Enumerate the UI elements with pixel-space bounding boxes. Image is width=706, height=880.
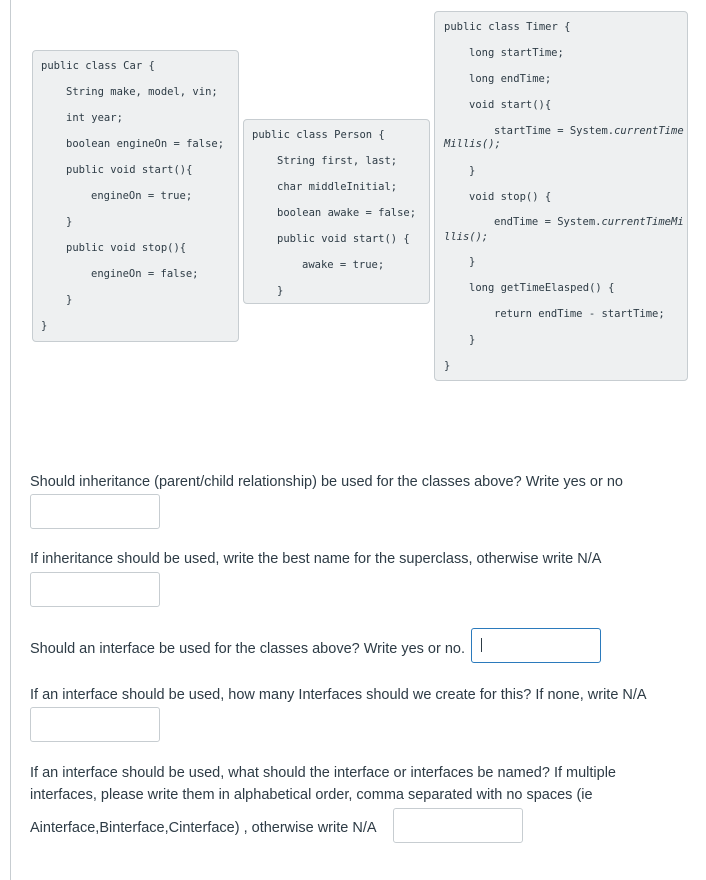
code-line: awake = true;: [302, 259, 385, 271]
code-line: }: [277, 285, 284, 297]
code-token: currentTime: [614, 125, 684, 137]
code-line: engineOn = true;: [91, 190, 193, 202]
question-inheritance: Should inheritance (parent/child relationship) be used for the classes above? Write yes or no: [30, 474, 623, 490]
code-line: }: [469, 165, 476, 177]
code-line: public class Car {: [41, 60, 155, 72]
code-line: Millis();: [444, 138, 501, 150]
code-line: }: [66, 216, 73, 228]
code-line: [494, 215, 684, 229]
code-line: }: [41, 320, 48, 332]
code-token: endTime = System.: [494, 216, 602, 228]
interface-count-answer-input[interactable]: [30, 707, 160, 742]
code-token: currentTimeMi: [601, 216, 684, 228]
question-superclass: If inheritance should be used, write the best name for the superclass, otherwise write N/A: [30, 551, 602, 567]
code-line: }: [66, 294, 73, 306]
question-interface-names-line2: interfaces, please write them in alphabetical order, comma separated with no spaces (ie: [30, 787, 593, 803]
question-interface-count: If an interface should be used, how many Interfaces should we create for this? If none, write N/A: [30, 687, 647, 703]
superclass-answer-input[interactable]: [30, 572, 160, 607]
code-line: char middleInitial;: [277, 181, 398, 193]
code-line: int year;: [66, 112, 123, 124]
inheritance-answer-input[interactable]: [30, 494, 160, 529]
code-line: engineOn = false;: [91, 268, 199, 280]
code-line: public void stop(){: [66, 242, 187, 254]
code-line: String make, model, vin;: [66, 86, 218, 98]
code-line: long endTime;: [469, 73, 552, 85]
code-line: public void start() {: [277, 233, 410, 245]
code-line: }: [469, 256, 476, 268]
question-interface-names-line1: If an interface should be used, what should the interface or interfaces be named? If multiple: [30, 765, 616, 781]
code-line: public class Person {: [252, 129, 385, 141]
interface-names-answer-input[interactable]: [393, 808, 523, 843]
code-line: public void start(){: [66, 164, 193, 176]
code-line: return endTime - startTime;: [494, 308, 665, 320]
code-line: }: [469, 334, 476, 346]
code-line: llis();: [444, 231, 489, 243]
question-interface: Should an interface be used for the classes above? Write yes or no.: [30, 641, 465, 657]
code-line: long startTime;: [469, 47, 564, 59]
code-line: String first, last;: [277, 155, 398, 167]
code-line: void stop() {: [469, 191, 552, 203]
code-line: public class Timer {: [444, 21, 571, 33]
code-line: void start(){: [469, 99, 552, 111]
person-class-code: [243, 119, 430, 304]
car-class-code: [32, 50, 239, 342]
code-line: boolean awake = false;: [277, 207, 417, 219]
code-line: [494, 124, 684, 138]
interface-answer-input[interactable]: [471, 628, 601, 663]
left-border: [10, 0, 11, 880]
question-interface-names-line3: Ainterface,Binterface,Cinterface) , otherwise write N/A: [30, 820, 377, 836]
code-line: boolean engineOn = false;: [66, 138, 225, 150]
text-caret: [481, 638, 482, 652]
timer-class-code: [434, 11, 688, 381]
code-token: startTime = System.: [494, 125, 615, 137]
code-line: }: [444, 360, 451, 372]
code-line: long getTimeElasped() {: [469, 282, 615, 294]
